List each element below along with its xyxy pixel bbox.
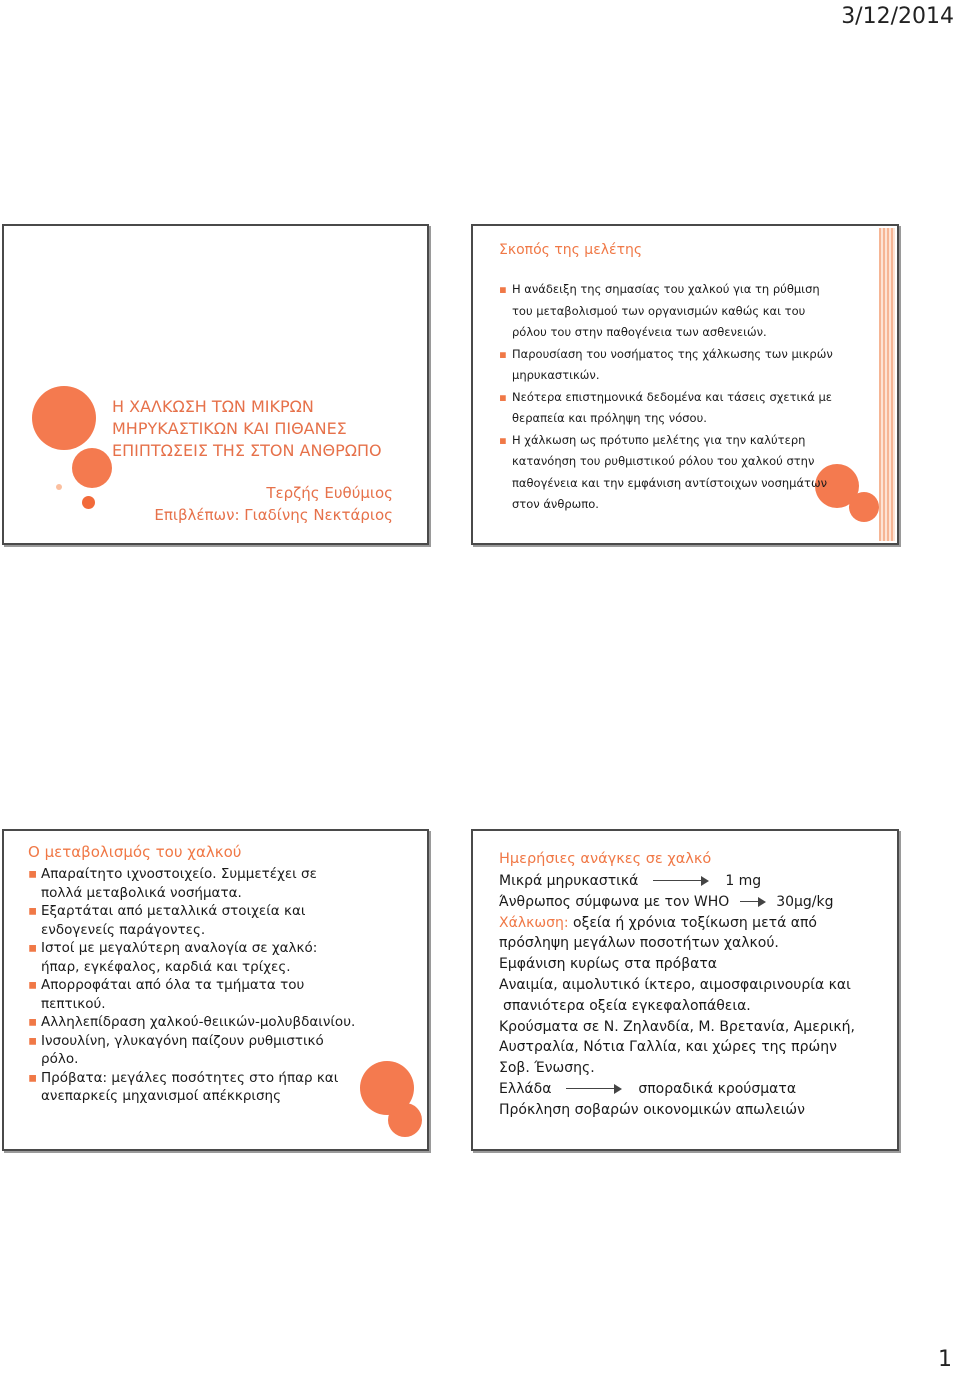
slide-heading: Ο μεταβολισμός του χαλκού [28, 843, 242, 861]
list-item: ▪ Εξαρτάται από μεταλλικά στοιχεία και ενδογενείς παράγοντες. [28, 903, 306, 938]
author-name: Τερζής Ευθύμιος [266, 484, 393, 502]
presentation-title [112, 396, 412, 462]
decor-circle-tiny [56, 484, 62, 490]
list-item: ▪ Η χάλκωση ως πρότυπο μελέτης για την καλύτερη κατανόηση του ρυθμιστικού ρόλου του χαλκού στην παθογένεια και την εμφάνιση αντίστοιχων νοσημάτων στον άνθρωπο. [499, 430, 839, 516]
bullet-icon: ▪ [28, 1032, 38, 1049]
list-item: ▪ Ιστοί με μεγαλύτερη αναλογία σε χαλκό: ήπαρ, εγκέφαλος, καρδιά και τρίχες. [28, 940, 318, 975]
list-item: ▪ Αλληλεπίδραση χαλκού-θειικών-μολυβδαινίου. [28, 1014, 356, 1030]
text-line: Μικρά μηρυκαστικά 1 mg [499, 873, 762, 889]
slide-copper-metabolism [2, 829, 429, 1151]
list-item: ▪ Απορροφάται από όλα τα τμήματα του πεπτικού. [28, 977, 305, 1012]
decor-circle-medium [72, 448, 112, 488]
list-item: ▪ Η ανάδειξη της σημασίας του χαλκού για τη ρύθμιση του μεταβολισμού των οργανισμών καθώς και του ρόλου του στην παθογένεια των ασθενειών. [499, 279, 839, 344]
highlight-label: Χάλκωση: [499, 914, 569, 931]
bullet-icon: ▪ [499, 346, 507, 361]
list-item: ▪ Νεότερα επιστημονικά δεδομένα και τάσεις σχετικά με θεραπεία και πρόληψη της νόσου. [499, 387, 839, 430]
text-line: Εμφάνιση κυρίως στα πρόβατα [499, 956, 718, 973]
title-line-1: Η ΧΑΛΚΩΣΗ ΤΩΝ ΜΙΚΡΩΝ [112, 397, 314, 416]
arrow-right-icon [653, 876, 709, 886]
decor-circle-small [82, 496, 95, 509]
text-line: Χάλκωση: οξεία ή χρόνια τοξίκωση μετά από [499, 914, 817, 931]
arrow-right-icon [740, 897, 766, 907]
bullet-icon: ▪ [28, 977, 38, 993]
decor-stripe [879, 228, 895, 541]
text-line: Κρούσματα σε Ν. Ζηλανδία, Μ. Βρετανία, Αμερική, [499, 1018, 855, 1035]
bullet-icon: ▪ [28, 1069, 38, 1086]
text-line: Ελλάδα σποραδικά κρούσματα [499, 1080, 797, 1097]
slide-study-purpose [471, 224, 899, 545]
bullet-icon: ▪ [499, 432, 507, 447]
list-item: ▪ Ινσουλίνη, γλυκαγόνη παίζουν ρυθμιστικό ρόλο. [28, 1032, 324, 1067]
text-line: σπανιότερα οξεία εγκεφαλοπάθεια. [503, 997, 751, 1014]
title-line-2: ΜΗΡΥΚΑΣΤΙΚΩΝ ΚΑΙ ΠΙΘΑΝΕΣ [112, 419, 347, 438]
bullet-icon: ▪ [499, 282, 507, 296]
title-line-3: ΕΠΙΠΤΩΣΕΙΣ ΤΗΣ ΣΤΟΝ ΑΝΘΡΩΠΟ [112, 441, 382, 460]
list-item: ▪ Παρουσίαση του νοσήματος της χάλκωσης των μικρών μηρυκαστικών. [499, 344, 839, 387]
bullet-icon: ▪ [28, 866, 38, 882]
text-line: Άνθρωπος σύμφωνα με τον WHO 30μg/kg [499, 893, 834, 910]
text-line: πρόσληψη μεγάλων ποσοτήτων χαλκού. [499, 935, 779, 952]
text-line: Σοβ. Ένωσης. [499, 1060, 595, 1077]
bullet-list [499, 279, 839, 516]
bullet-icon: ▪ [28, 903, 38, 919]
slide-heading: Σκοπός της μελέτης [499, 242, 643, 258]
slide-title [2, 224, 429, 545]
bullet-icon: ▪ [28, 1014, 38, 1030]
text-line: Πρόκληση σοβαρών οικονομικών απωλειών [499, 1101, 805, 1118]
list-item: ▪ Πρόβατα: μεγάλες ποσότητες στο ήπαρ και ανεπαρκείς μηχανισμοί απέκκρισης [28, 1069, 339, 1104]
slide-body [499, 871, 879, 1121]
supervisor-name: Επιβλέπων: Γιαδίνης Νεκτάριος [154, 506, 393, 524]
slide-daily-copper-needs [471, 829, 899, 1151]
bullet-list [28, 865, 358, 1106]
arrow-right-icon [566, 1084, 622, 1094]
text-line: Αυστραλία, Νότια Γαλλία, και χώρες της πρώην [499, 1039, 837, 1056]
bullet-icon: ▪ [28, 940, 38, 956]
page-number: 1 [938, 1347, 952, 1372]
author-block [154, 482, 393, 526]
decor-circle-medium [849, 492, 879, 522]
page-date: 3/12/2014 [841, 4, 954, 29]
bullet-icon: ▪ [499, 389, 507, 404]
decor-circle-large [32, 386, 96, 450]
list-item: ▪ Απαραίτητο ιχνοστοιχείο. Συμμετέχει σε πολλά μεταβολικά νοσήματα. [28, 866, 317, 901]
text-line: Αναιμία, αιμολυτικό ίκτερο, αιμοσφαιρινουρία και [499, 976, 851, 993]
slide-heading: Ημερήσιες ανάγκες σε χαλκό [499, 851, 712, 867]
decor-circle-medium [388, 1103, 422, 1137]
